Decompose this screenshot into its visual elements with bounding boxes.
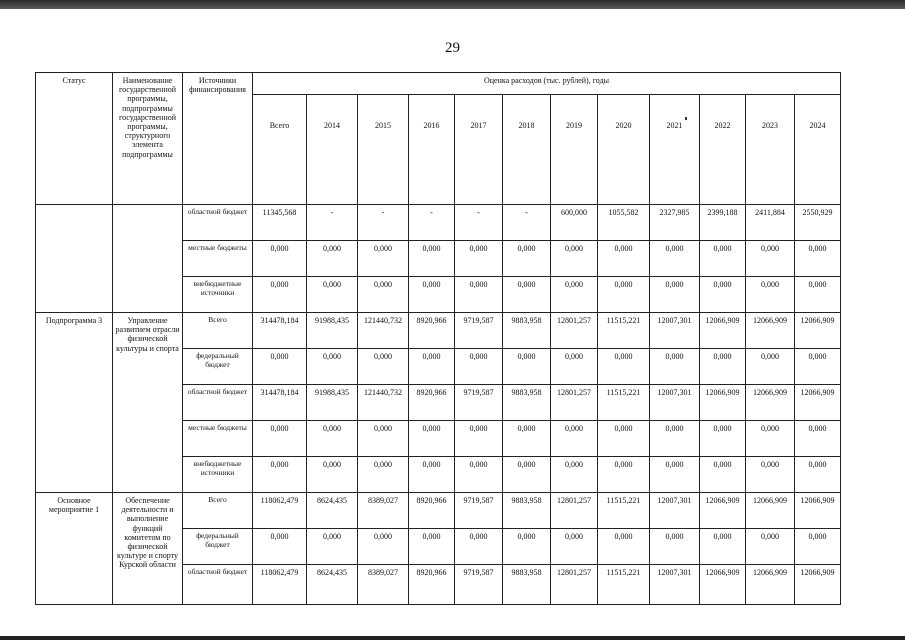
value-cell: 118062,479 — [253, 493, 307, 529]
value-cell: - — [503, 205, 551, 241]
scan-edge-top — [0, 0, 905, 9]
value-cell: 0,000 — [795, 421, 841, 457]
value-cell: 0,000 — [598, 421, 650, 457]
header-year: 2015 — [358, 95, 409, 205]
source-cell: внебюджетные источники — [183, 457, 253, 493]
value-cell: 0,000 — [503, 349, 551, 385]
budget-table — [35, 72, 841, 605]
value-cell: 314478,184 — [253, 313, 307, 349]
value-cell: 11515,221 — [598, 493, 650, 529]
value-cell: 0,000 — [700, 241, 746, 277]
source-cell: областной бюджет — [183, 205, 253, 241]
value-cell: 0,000 — [409, 421, 455, 457]
value-cell: 600,000 — [551, 205, 598, 241]
value-cell: 0,000 — [409, 529, 455, 565]
header-year: 2024 — [795, 95, 841, 205]
value-cell: 0,000 — [598, 349, 650, 385]
value-cell: 0,000 — [598, 277, 650, 313]
value-cell: 0,000 — [503, 241, 551, 277]
header-estimate: Оценка расходов (тыс. рублей), годы — [253, 73, 841, 95]
value-cell: 0,000 — [551, 277, 598, 313]
value-cell: 11515,221 — [598, 313, 650, 349]
value-cell: 8624,435 — [307, 565, 358, 605]
header-year: 2019 — [551, 95, 598, 205]
table-row — [36, 493, 841, 529]
header-year: Всего — [253, 95, 307, 205]
value-cell: 0,000 — [795, 529, 841, 565]
value-cell: 0,000 — [358, 529, 409, 565]
value-cell: 0,000 — [746, 421, 795, 457]
value-cell: 9883,958 — [503, 493, 551, 529]
source-cell: федеральный бюджет — [183, 529, 253, 565]
table-row — [36, 313, 841, 349]
value-cell: 0,000 — [795, 457, 841, 493]
value-cell: 12801,257 — [551, 493, 598, 529]
value-cell: 0,000 — [307, 277, 358, 313]
value-cell: 12066,909 — [700, 493, 746, 529]
header-status: Статус — [36, 73, 113, 205]
value-cell: 12066,909 — [795, 385, 841, 421]
value-cell: 12066,909 — [746, 313, 795, 349]
value-cell: 121440,732 — [358, 385, 409, 421]
value-cell: 0,000 — [409, 457, 455, 493]
header-row — [36, 73, 841, 95]
value-cell: 0,000 — [650, 529, 700, 565]
value-cell: 0,000 — [551, 241, 598, 277]
source-cell: местные бюджеты — [183, 421, 253, 457]
value-cell: 0,000 — [551, 457, 598, 493]
name-cell — [113, 205, 183, 313]
value-cell: 8920,966 — [409, 493, 455, 529]
value-cell: 9883,958 — [503, 385, 551, 421]
value-cell: 12066,909 — [795, 493, 841, 529]
value-cell: 0,000 — [253, 421, 307, 457]
value-cell: 0,000 — [455, 349, 503, 385]
value-cell: 0,000 — [307, 241, 358, 277]
name-cell: Управление развитием отрасли физической культуры и спорта — [113, 313, 183, 493]
value-cell: 0,000 — [795, 349, 841, 385]
value-cell: 91988,435 — [307, 313, 358, 349]
value-cell: 0,000 — [409, 277, 455, 313]
value-cell: 0,000 — [650, 349, 700, 385]
source-cell: внебюджетные источники — [183, 277, 253, 313]
value-cell: 0,000 — [746, 277, 795, 313]
value-cell: - — [307, 205, 358, 241]
value-cell: 0,000 — [409, 241, 455, 277]
value-cell: 0,000 — [358, 241, 409, 277]
value-cell: 11515,221 — [598, 385, 650, 421]
value-cell: 12801,257 — [551, 565, 598, 605]
value-cell: 0,000 — [253, 349, 307, 385]
value-cell: 0,000 — [503, 421, 551, 457]
value-cell: 0,000 — [598, 457, 650, 493]
source-cell: федеральный бюджет — [183, 349, 253, 385]
value-cell: 12066,909 — [746, 565, 795, 605]
value-cell: 12066,909 — [795, 565, 841, 605]
value-cell: 12066,909 — [746, 385, 795, 421]
value-cell: 0,000 — [307, 349, 358, 385]
header-year: 2014 — [307, 95, 358, 205]
header-year: 2020 — [598, 95, 650, 205]
value-cell: 0,000 — [598, 529, 650, 565]
value-cell: 8624,435 — [307, 493, 358, 529]
value-cell: 0,000 — [503, 277, 551, 313]
value-cell: 0,000 — [358, 421, 409, 457]
header-year: 2017 — [455, 95, 503, 205]
source-cell: областной бюджет — [183, 385, 253, 421]
value-cell: 11515,221 — [598, 565, 650, 605]
value-cell: 0,000 — [307, 529, 358, 565]
value-cell: 8920,966 — [409, 565, 455, 605]
value-cell: 0,000 — [746, 349, 795, 385]
header-year: 2016 — [409, 95, 455, 205]
value-cell: 0,000 — [307, 421, 358, 457]
value-cell: 12007,301 — [650, 385, 700, 421]
value-cell: 0,000 — [551, 421, 598, 457]
value-cell: 0,000 — [253, 529, 307, 565]
header-year: 2022 — [700, 95, 746, 205]
value-cell: 0,000 — [598, 241, 650, 277]
value-cell: 0,000 — [551, 529, 598, 565]
value-cell: 0,000 — [700, 349, 746, 385]
value-cell: 12066,909 — [700, 565, 746, 605]
value-cell: 12007,301 — [650, 313, 700, 349]
value-cell: 12007,301 — [650, 493, 700, 529]
value-cell: 0,000 — [700, 529, 746, 565]
value-cell: 0,000 — [253, 241, 307, 277]
value-cell: 0,000 — [551, 349, 598, 385]
header-year: 2018 — [503, 95, 551, 205]
value-cell: 1055,582 — [598, 205, 650, 241]
table-row — [36, 205, 841, 241]
value-cell: 8920,966 — [409, 385, 455, 421]
source-cell: областной бюджет — [183, 565, 253, 605]
value-cell: 0,000 — [700, 457, 746, 493]
value-cell: - — [455, 205, 503, 241]
value-cell: 0,000 — [700, 277, 746, 313]
source-cell: Всего — [183, 493, 253, 529]
value-cell: 0,000 — [700, 421, 746, 457]
value-cell: 12066,909 — [795, 313, 841, 349]
budget-table-body — [36, 73, 841, 605]
value-cell: 0,000 — [795, 277, 841, 313]
value-cell: 2550,929 — [795, 205, 841, 241]
value-cell: 0,000 — [455, 529, 503, 565]
value-cell: 0,000 — [746, 529, 795, 565]
value-cell: 2327,985 — [650, 205, 700, 241]
value-cell: 11345,568 — [253, 205, 307, 241]
header-year: 2021 — [650, 95, 700, 205]
value-cell: 0,000 — [650, 457, 700, 493]
value-cell: 8389,027 — [358, 493, 409, 529]
value-cell: 0,000 — [650, 421, 700, 457]
value-cell: 8389,027 — [358, 565, 409, 605]
value-cell: 0,000 — [358, 349, 409, 385]
page-number: 29 — [445, 40, 460, 56]
value-cell: - — [358, 205, 409, 241]
value-cell: 9883,958 — [503, 313, 551, 349]
value-cell: 0,000 — [503, 529, 551, 565]
value-cell: 0,000 — [455, 457, 503, 493]
value-cell: 12066,909 — [746, 493, 795, 529]
value-cell: 0,000 — [650, 241, 700, 277]
scan-edge-bottom — [0, 636, 905, 640]
source-cell: местные бюджеты — [183, 241, 253, 277]
value-cell: 9719,587 — [455, 385, 503, 421]
value-cell: 8920,966 — [409, 313, 455, 349]
header-year: 2023 — [746, 95, 795, 205]
value-cell: 0,000 — [455, 241, 503, 277]
value-cell: 0,000 — [746, 241, 795, 277]
value-cell: 9883,958 — [503, 565, 551, 605]
value-cell: 314478,184 — [253, 385, 307, 421]
value-cell: 2399,188 — [700, 205, 746, 241]
value-cell: 0,000 — [253, 277, 307, 313]
value-cell: 0,000 — [358, 277, 409, 313]
header-name: Наименование государственной программы, подпрограммы государственной программы, структурного элемента подпрограммы — [113, 73, 183, 205]
value-cell: 12066,909 — [700, 313, 746, 349]
value-cell: 0,000 — [746, 457, 795, 493]
value-cell: 0,000 — [253, 457, 307, 493]
value-cell: 0,000 — [409, 349, 455, 385]
value-cell: 12801,257 — [551, 313, 598, 349]
source-cell: Всего — [183, 313, 253, 349]
value-cell: 9719,587 — [455, 565, 503, 605]
status-cell: Подпрограмма 3 — [36, 313, 113, 493]
value-cell: 12066,909 — [700, 385, 746, 421]
value-cell: 9719,587 — [455, 493, 503, 529]
value-cell: 0,000 — [455, 421, 503, 457]
status-cell: Основное мероприятие 1 — [36, 493, 113, 605]
name-cell: Обеспечение деятельности и выполнение функций комитетом по физической культуре и спорту Курской области — [113, 493, 183, 605]
status-cell — [36, 205, 113, 313]
value-cell: 0,000 — [307, 457, 358, 493]
value-cell: 0,000 — [455, 277, 503, 313]
value-cell: 12007,301 — [650, 565, 700, 605]
value-cell: 2411,884 — [746, 205, 795, 241]
value-cell: 0,000 — [650, 277, 700, 313]
header-sources: Источники финансирования — [183, 73, 253, 205]
value-cell: 0,000 — [503, 457, 551, 493]
value-cell: 91988,435 — [307, 385, 358, 421]
value-cell: 9719,587 — [455, 313, 503, 349]
value-cell: - — [409, 205, 455, 241]
value-cell: 121440,732 — [358, 313, 409, 349]
value-cell: 118062,479 — [253, 565, 307, 605]
value-cell: 0,000 — [358, 457, 409, 493]
value-cell: 12801,257 — [551, 385, 598, 421]
value-cell: 0,000 — [795, 241, 841, 277]
